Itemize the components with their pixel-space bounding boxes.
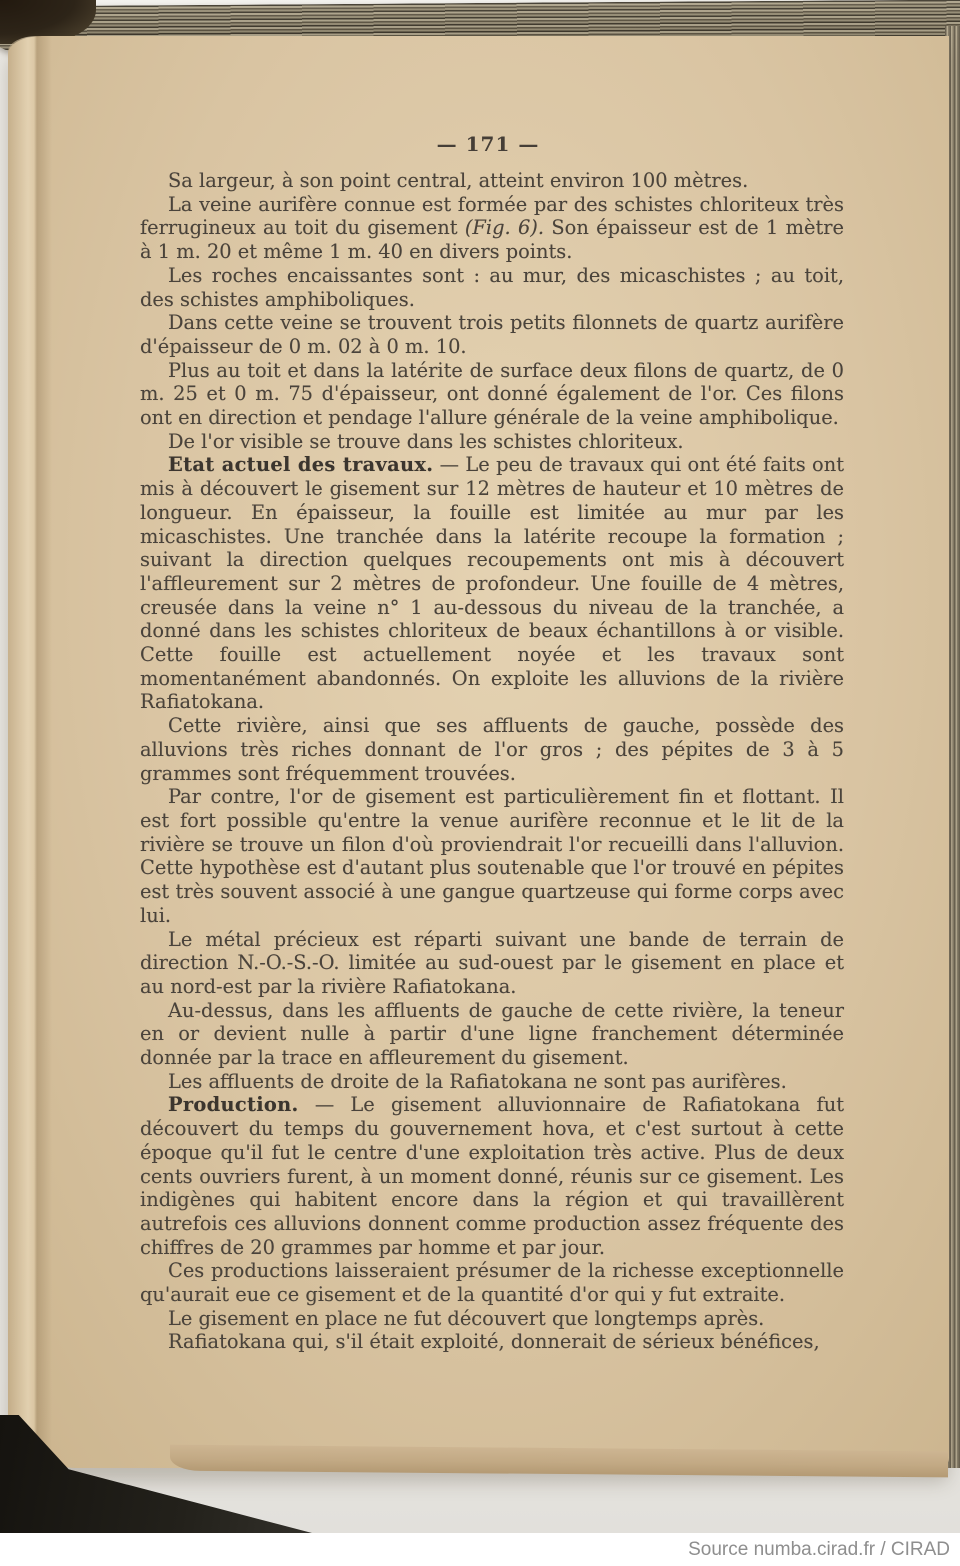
paragraph-text: Rafiatokana qui, s'il était exploité, donnerait de sérieux bénéfices,: [168, 1330, 820, 1354]
paragraph-text: De l'or visible se trouve dans les schistes chloriteux.: [168, 429, 684, 453]
paragraph: [140, 311, 844, 358]
paragraph: [140, 999, 844, 1070]
paragraph: [140, 169, 844, 193]
paragraph-text: Au-dessus, dans les affluents de gauche de cette rivière, la teneur en or devient nulle à partir d'une ligne franchement déterminée donnée par la trace en affleurement du gisement.: [140, 998, 844, 1070]
paragraph: [140, 1093, 844, 1259]
paragraph-text: Le métal précieux est réparti suivant une bande de terrain de direction N.-O.-S.-O. limitée au sud-ouest par le gisement en place et au nord-est par la rivière Rafiatokana.: [140, 927, 844, 998]
paragraph-text: Par contre, l'or de gisement est particulièrement fin et flottant. Il est fort possible qu'entre la venue aurifère reconnue et le lit de la rivière se trouve un filon d'où proviendrait l'or recueilli dans l'alluvion. Cette hypothèse est d'autant plus soutenable que l'or trouvé en pépites est très souvent associé à une gangue quartzeuse qui forme corps avec lui.: [140, 785, 844, 927]
paragraph: [140, 714, 844, 785]
paragraph-text: Son épaisseur est de 1 mètre à 1 m. 20 et même 1 m. 40 en divers points.: [140, 216, 845, 264]
paragraph: [140, 264, 844, 311]
book-page: [8, 36, 949, 1468]
paragraph-text: — Le peu de travaux qui ont été faits ont mis à découvert le gisement sur 12 mètres de hauteur et 10 mètres de longueur. En épaisseur, la fouille est limitée au mur par les micaschistes. Une tranchée dans la latérite recoupe la formation ; suivant la direction quelques recoupements ont mis à découvert l'affleurement sur 2 mètres de profondeur. Une fouille de 4 mètres, creusée dans la veine n° 1 au-dessous du niveau de la tranchée, a donné dans les schistes chloriteux de beaux échantillons à or visible. Cette fouille est actuellement noyée et les travaux sont momentanément abandonnés. On exploite les alluvions de la rivière Rafiatokana.: [140, 453, 844, 714]
paragraph: [140, 1307, 844, 1331]
paragraph: [140, 785, 844, 927]
paragraph: [140, 1070, 844, 1094]
paragraph: [140, 1330, 844, 1354]
book-page-edges-bottom: [170, 1445, 948, 1478]
credit-strip: [0, 1533, 960, 1566]
paragraph-text: Cette rivière, ainsi que ses affluents de gauche, possède des alluvions très riches donnant de l'or gros ; des pépites de 3 à 5 grammes sont fréquemment trouvées.: [140, 714, 844, 785]
paragraph-text: Ces productions laisseraient présumer de la richesse exceptionnelle qu'aurait eue ce gisement et de la quantité d'or qui y fut extraite.: [140, 1259, 844, 1307]
page-number: — 171 —: [436, 132, 540, 156]
paragraph-text: Dans cette veine se trouvent trois petits filonnets de quartz aurifère d'épaisseur de 0 m. 02 à 0 m. 10.: [140, 311, 844, 358]
figure-reference: (Fig. 6).: [464, 216, 545, 240]
paragraph: [140, 453, 844, 714]
paragraph: [140, 193, 844, 264]
paragraph: [140, 928, 844, 999]
paragraph-text: Les roches encaissantes sont : au mur, des micaschistes ; au toit, des schistes amphiboliques.: [140, 263, 844, 311]
printed-text-area: [8, 36, 949, 1354]
paragraph-text: Les affluents de droite de la Rafiatokana ne sont pas aurifères.: [168, 1069, 787, 1093]
paragraph: [140, 359, 844, 430]
paragraph: [140, 430, 844, 454]
section-heading-production: Production.: [168, 1093, 299, 1117]
body-text-column: [140, 169, 844, 1354]
paragraph: [140, 1259, 844, 1306]
paragraph-text: Le gisement en place ne fut découvert que longtemps après.: [168, 1306, 765, 1330]
paragraph-text: Plus au toit et dans la latérite de surface deux filons de quartz, de 0 m. 25 et 0 m. 75 d'épaisseur, ont donné également de l'or. Ces filons ont en direction et pendage l'allure générale de la veine amphibolique.: [140, 358, 844, 430]
source-credit: Source numba.cirad.fr / CIRAD: [688, 1538, 950, 1560]
paragraph-text: La veine aurifère connue est formée par des schistes chloriteux très ferrugineux au toit du gisement: [140, 192, 844, 240]
paragraph-text: Sa largeur, à son point central, atteint environ 100 mètres.: [168, 169, 749, 192]
section-heading-etat-actuel: Etat actuel des travaux.: [168, 453, 434, 477]
paragraph-text: — Le gisement alluvionnaire de Rafiatokana fut découvert du temps du gouvernement hova, et c'est surtout à cette époque qu'il fut le centre d'une exploitation très active. Plus de deux cents ouvriers furent, à un moment donné, réunis sur ce gisement. Les indigènes qui habitent encore dans la région et qui travaillèrent autrefois ces alluvions donnent comme production assez fréquente des chiffres de 20 grammes par homme et par jour.: [140, 1093, 844, 1259]
